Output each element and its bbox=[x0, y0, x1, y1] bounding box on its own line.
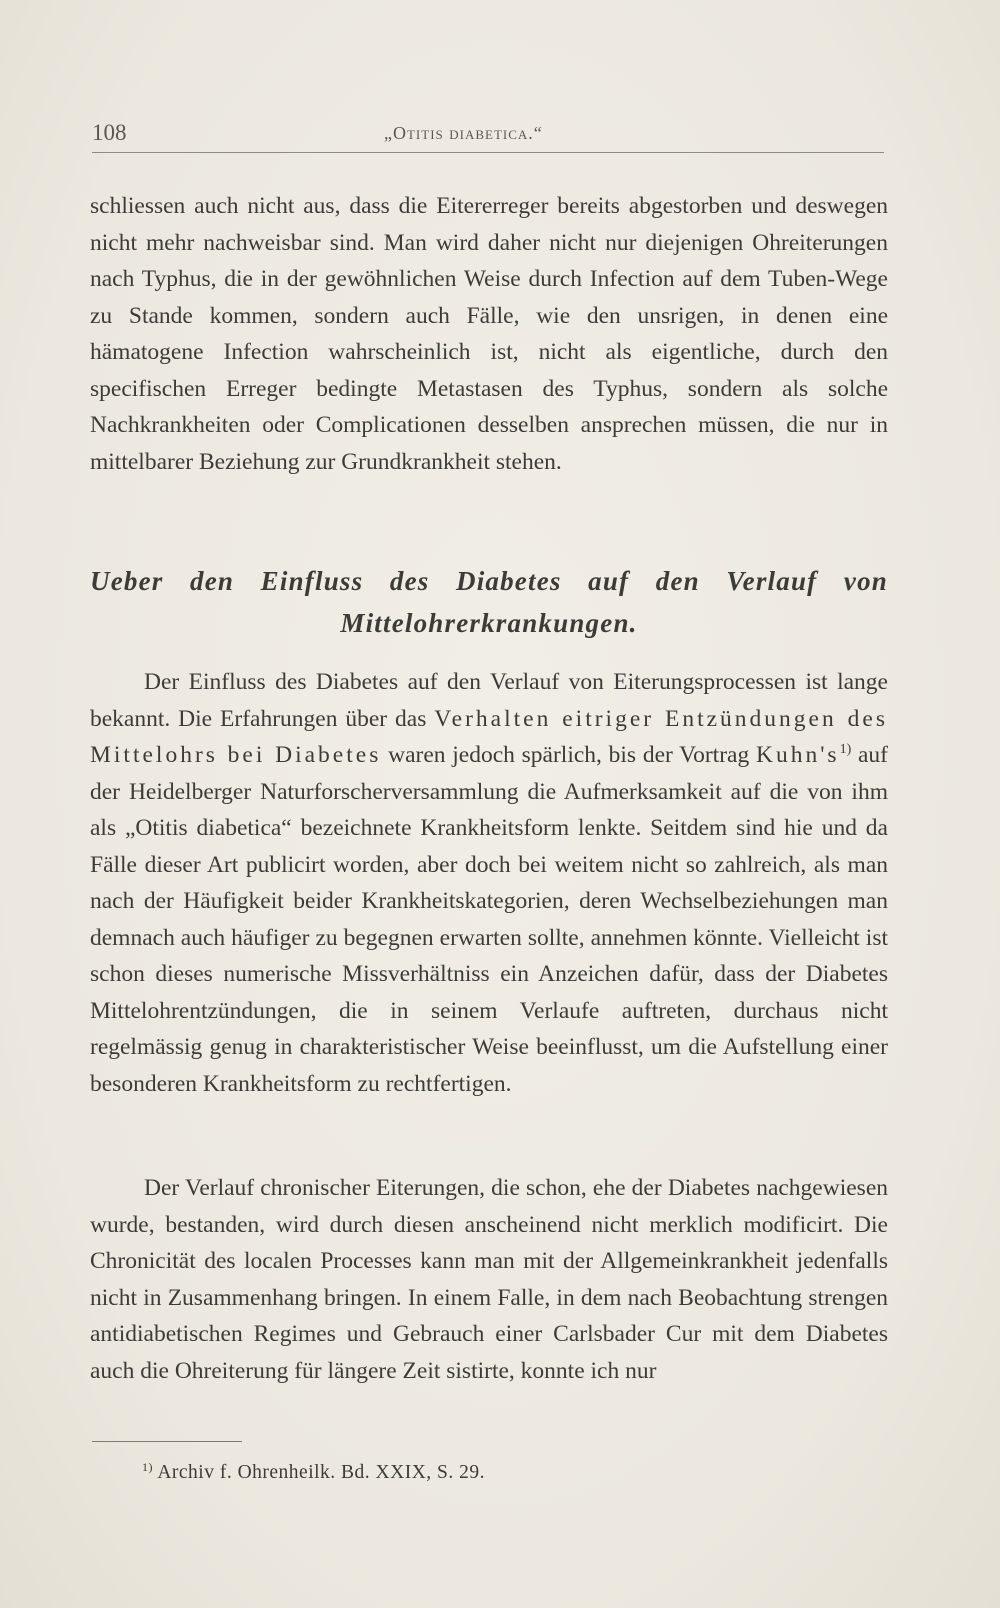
page-number: 108 bbox=[92, 120, 127, 145]
footnote bbox=[142, 1462, 485, 1484]
section-heading bbox=[90, 560, 888, 644]
emphasized-text: Verhalten eitriger Entzündungen des Mittelohrs bei Diabetes bbox=[90, 705, 888, 768]
footnote-marker: 1) bbox=[142, 1460, 153, 1474]
paragraph-text: auf der Heidelberger Naturforscherversammlung die Aufmerksamkeit auf die von ihm als „Otitis diabetica“ bezeichnete Krankheitsform lenkte. Seitdem sind hie und da Fälle dieser Art publicirt worden, aber doch bei weitem nicht so zahlreich, als man nach der Häufigkeit beider Krankheitskategorien, deren Wechselbeziehungen man demnach auch häufiger zu begegnen erwarten sollte, annehmen könnte. Vielleicht ist schon dieses numerische Missverhältniss ein Anzeichen dafür, dass der Diabetes Mittelohrentzündungen, die in seinem Verlaufe auftreten, durchaus nicht regelmässig genug in charakteristischer Weise beeinflusst, um die Aufstellung einer besonderen Krankheitsform zu rechtfertigen. bbox=[90, 742, 889, 1097]
paragraph-otitis-diabetica bbox=[90, 664, 888, 1102]
paragraph-text: Der Einfluss des Diabetes auf den Verlauf von Eiterungsprocessen ist lange bekannt. Die Erfahrungen über das bbox=[90, 669, 888, 732]
footnote-reference[interactable]: 1) bbox=[839, 742, 852, 757]
paragraph-text: waren jedoch spärlich, bis der Vortrag bbox=[381, 742, 756, 768]
paragraph-chronic-suppuration: Der Verlauf chronischer Eiterungen, die schon, ehe der Diabetes nachgewiesen wurde, bestanden, wird durch diesen anscheinend nicht merklich modificirt. Die Chronicität des localen Processes kann man mit der Allgemeinkrankheit jedenfalls nicht in Zusammenhang bringen. In einem Falle, in dem nach Beobachtung strengen antidiabetischen Regimes und Gebrauch einer Carlsbader Cur mit dem Diabetes auch die Ohreiterung für längere Zeit sistirte, konnte ich nur bbox=[90, 1175, 888, 1384]
section-heading-line-2: Mittelohrerkrankungen. bbox=[340, 608, 638, 638]
paragraph-continuation: schliessen auch nicht aus, dass die Eitererreger bereits abgestorben und deswegen nicht mehr nachweisbar sind. Man wird daher nicht nur diejenigen Ohreiterungen nach Typhus, die in der gewöhnlichen Weise durch Infection auf dem Tuben-Wege zu Stande kommen, sondern auch Fälle, wie den unsrigen, in denen eine hämatogene Infection wahrscheinlich ist, nicht als eigentliche, durch den specifischen Erreger bedingte Metastasen des Typhus, sondern als solche Nachkrankheiten oder Complicationen desselben ansprechen müssen, die nur in mittelbarer Beziehung zur Grundkrankheit stehen. bbox=[90, 193, 888, 475]
footnote-divider bbox=[92, 1441, 242, 1442]
footnote-text: Archiv f. Ohrenheilk. Bd. XXIX, S. 29. bbox=[157, 1462, 486, 1483]
running-title: „Otitis diabetica.“ bbox=[384, 123, 543, 143]
running-head bbox=[92, 120, 884, 153]
author-name: Kuhn's bbox=[755, 742, 840, 768]
section-heading-line-1: Ueber den Einfluss des Diabetes auf den Verlauf von bbox=[90, 566, 888, 596]
